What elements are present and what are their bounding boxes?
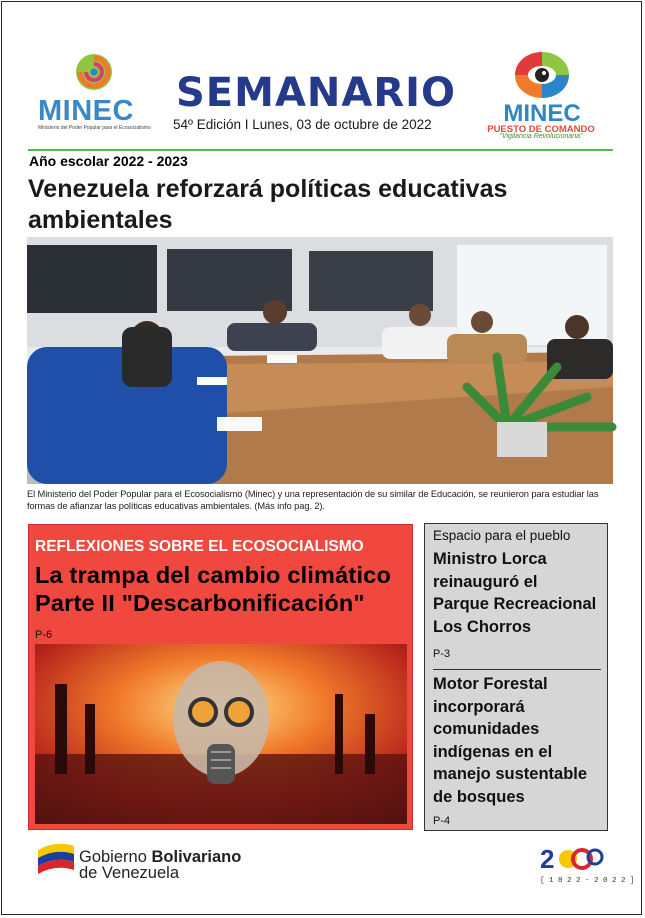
story-line: Ministro Lorca (433, 550, 547, 568)
story-line: reinauguró el (433, 572, 538, 591)
sidebar-story-1-page: P-3 (433, 648, 451, 660)
command-post-logo (507, 48, 577, 102)
meeting-photo (27, 237, 613, 484)
sidebar-divider (433, 669, 601, 670)
svg-text:2: 2 (540, 844, 555, 874)
government-word: Gobierno (79, 848, 147, 866)
sidebar-kicker: Espacio para el pueblo (433, 528, 571, 543)
story-line: Motor Forestal (433, 675, 548, 693)
sidebar-story-2-page: P-4 (433, 815, 451, 827)
bolivariano-word: Bolivariano (151, 848, 242, 866)
masthead-title: SEMANARIO (176, 70, 457, 116)
story-line: incorporará (433, 697, 525, 716)
lead-kicker: Año escolar 2022 - 2023 (29, 153, 188, 169)
story-line: manejo sustentable (433, 765, 588, 783)
story-line: indígenas en el (433, 742, 553, 761)
venezuela-flag-icon (36, 840, 76, 876)
gas-mask-illustration (35, 644, 407, 824)
photo-caption: El Ministerio del Poder Popular para el Ecosocialismo (Minec) y una representación de su similar de Educación, se reunieron para estudiar las formas de afianzar las políticas educativas ambientales. (Más info pag. 2). (27, 489, 599, 511)
story-line: Los Chorros (433, 617, 532, 636)
feature-kicker: REFLEXIONES SOBRE EL ECOSOCIALISMO (35, 538, 364, 555)
feature-page-ref: P-6 (35, 629, 53, 641)
government-logo-line-2: de Venezuela (79, 864, 180, 882)
feature-title-line: La trampa del cambio climático (35, 562, 391, 588)
bicentennial-logo (538, 840, 635, 885)
command-post-logo-text: MINEC (503, 100, 581, 127)
edition-line: 54º Edición I Lunes, 03 de octubre de 2022 (173, 117, 432, 132)
bicentennial-years: [ 1 8 2 2 - 2 0 2 2 ] (540, 877, 635, 885)
story-line: de bosques (433, 787, 525, 806)
feature-title (35, 561, 410, 617)
header-divider (28, 149, 613, 151)
command-post-subtitle: PUESTO DE COMANDO (487, 124, 595, 135)
lead-headline: Venezuela reforzará políticas educativas ambientales (28, 175, 508, 234)
minec-subtitle: Ministerio del Poder Popular para el Ecosocialismo (38, 125, 151, 131)
story-line: comunidades (433, 720, 540, 738)
command-post-slogan: "Vigilancia Revolucionaria" (499, 133, 583, 140)
feature-title-line: Parte II "Descarbonificación" (35, 590, 365, 616)
sidebar-story-2-title (433, 673, 605, 808)
story-line: Parque Recreacional (433, 595, 597, 613)
sidebar-story-1-title (433, 548, 605, 638)
minec-logo-text: MINEC (38, 95, 134, 127)
